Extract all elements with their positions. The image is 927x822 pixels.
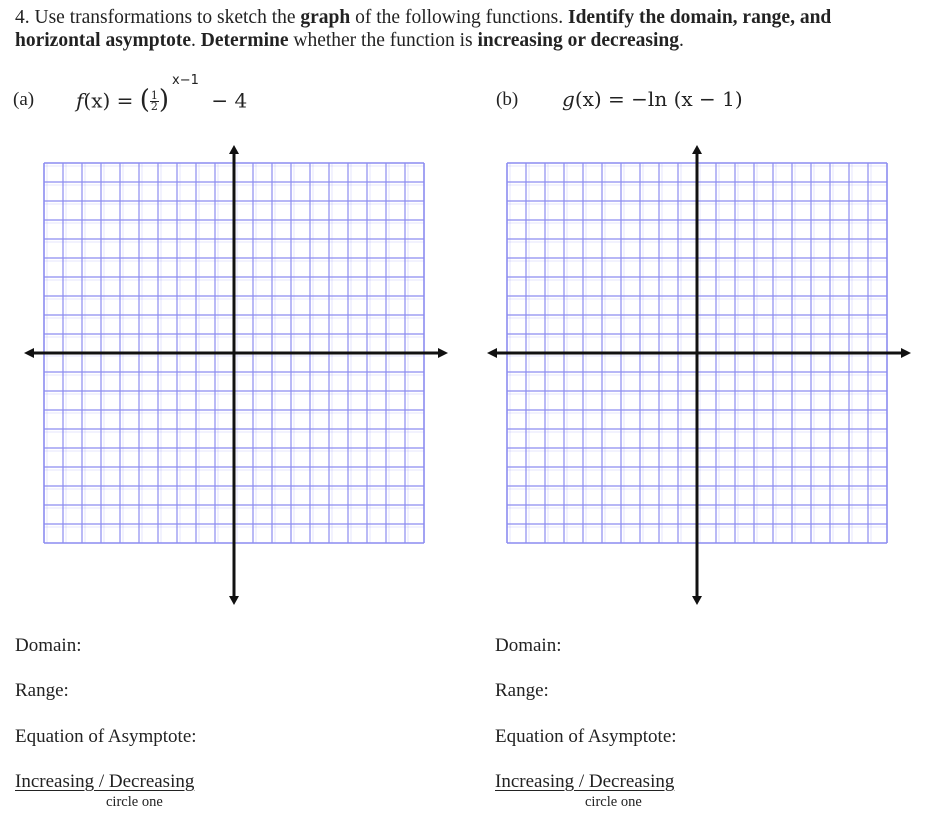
problem-number: 4. xyxy=(15,7,30,28)
x-axis-left-arrow xyxy=(487,348,497,358)
graph-grid-a[interactable] xyxy=(24,145,448,605)
asymptote-label-a: Equation of Asymptote: xyxy=(15,726,197,747)
y-axis-top-arrow xyxy=(692,145,702,154)
domain-label-a: Domain: xyxy=(15,635,82,656)
circle-one-hint-b: circle one xyxy=(585,794,642,810)
part-a-exponent: x−1 xyxy=(172,73,199,88)
domain-label-b: Domain: xyxy=(495,635,562,656)
range-label-b: Range: xyxy=(495,680,549,701)
range-label-a: Range: xyxy=(15,680,69,701)
y-axis-bottom-arrow xyxy=(692,596,702,605)
increasing-decreasing-choice-a[interactable]: Increasing / Decreasing xyxy=(15,771,195,792)
increasing-decreasing-choice-b[interactable]: Increasing / Decreasing xyxy=(495,771,675,792)
part-a-function: f(x) = ( $\frac{1}{2}$ ) − 4 xyxy=(76,85,248,115)
graph-grid-b[interactable] xyxy=(487,145,911,605)
part-b-label: (b) xyxy=(496,89,519,110)
x-axis-right-arrow xyxy=(901,348,911,358)
y-axis-top-arrow xyxy=(229,145,239,154)
one-half-fraction: $\frac{1}{2}$ xyxy=(150,88,158,113)
y-axis-bottom-arrow xyxy=(229,596,239,605)
x-axis-right-arrow xyxy=(438,348,448,358)
asymptote-label-b: Equation of Asymptote: xyxy=(495,726,677,747)
circle-one-hint-a: circle one xyxy=(106,794,163,810)
part-a-label: (a) xyxy=(13,89,35,110)
x-axis-left-arrow xyxy=(24,348,34,358)
part-b-function: g(x) = −ln (x − 1) xyxy=(562,87,743,111)
problem-statement: 4. Use transformations to sketch the graph of the following functions. Identify the domain, range, and horizontal asymptote. Determine whether the function is increasing or decreasing. xyxy=(15,7,832,51)
